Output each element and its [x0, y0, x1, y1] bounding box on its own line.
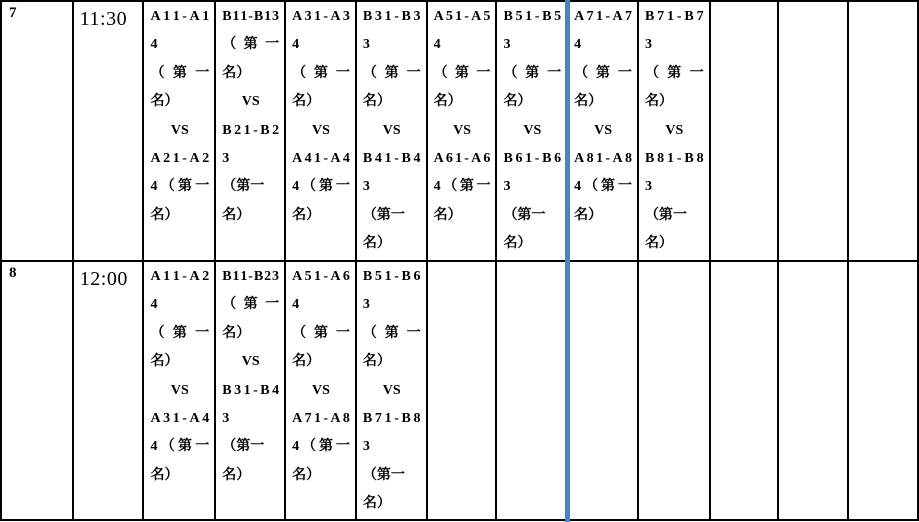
match-text-line: 名） — [222, 65, 251, 81]
match-text-line: （ 第 一 — [503, 65, 562, 81]
match-text-line: 3 — [503, 37, 511, 53]
match-text-line: 3 — [362, 37, 370, 53]
match-text-line: 名） — [292, 94, 321, 110]
match-text-line: （ 第 一 — [150, 325, 210, 341]
match-text-line: B 5 1 - B 6 — [362, 269, 421, 284]
match-text-line: 名） — [362, 236, 391, 252]
schedule-row — [1, 261, 918, 520]
match-text-line: 名） — [574, 94, 603, 110]
match-text-line: VS — [241, 94, 260, 110]
match-text-line: VS — [312, 122, 330, 138]
match-text-line: （第一 — [503, 207, 546, 223]
match-text-line: 3 — [362, 179, 370, 195]
match-text-line: 4 — [433, 37, 441, 53]
match-text-line: A 3 1 - A 3 — [292, 9, 350, 24]
match-text-line: 4 （ 第 一 — [150, 179, 210, 195]
match-text-line: A 5 1 - A 5 — [433, 9, 491, 24]
match-text-line: 名） — [362, 94, 391, 110]
match-text-line: 4 （ 第 一 — [150, 439, 210, 455]
empty-cell[interactable] — [778, 1, 848, 261]
match-text-line: A 1 1 - A 2 — [150, 269, 210, 284]
match-text-line: （第一 — [222, 179, 265, 195]
match-cell[interactable] — [356, 1, 427, 261]
match-text-line: （第一 — [362, 467, 405, 483]
match-text-line: B 2 1 - B 2 — [222, 122, 280, 138]
match-text-line: B 5 1 - B 5 — [503, 9, 562, 24]
match-text-line: VS — [241, 354, 260, 370]
match-text-line: 3 — [644, 37, 652, 53]
match-cell[interactable] — [285, 1, 356, 261]
match-text-line: 名） — [292, 467, 321, 483]
match-text-line: B 8 1 - B 8 — [644, 150, 704, 166]
match-text-line: 名） — [574, 207, 603, 223]
match-text-line: （ 第 一 — [292, 65, 350, 81]
match-cell[interactable] — [638, 1, 710, 261]
match-text-line: 名） — [150, 354, 179, 370]
match-text-line: 3 — [644, 179, 652, 195]
match-text-line: A 5 1 - A 6 — [292, 269, 350, 284]
match-text-line: 3 — [503, 179, 511, 195]
empty-cell[interactable] — [710, 1, 779, 261]
match-text-line: 名） — [503, 94, 532, 110]
match-text-line: （ 第 一 — [362, 325, 421, 341]
match-cell[interactable] — [496, 1, 567, 261]
match-text-line: VS — [312, 382, 330, 398]
match-cell[interactable] — [285, 261, 356, 520]
match-text-line: （第一 — [644, 207, 687, 223]
match-text-line: VS — [170, 122, 189, 138]
match-text-line: （ 第 一 — [150, 65, 210, 81]
match-text-line: A 3 1 - A 4 — [150, 410, 210, 426]
match-text-line: B 3 1 - B 4 — [222, 382, 280, 398]
match-text-line: （ 第 一 — [433, 65, 491, 81]
match-text-line: 名） — [292, 207, 321, 223]
match-text-line: B 7 1 - B 8 — [362, 410, 421, 426]
match-text-line: 3 — [362, 439, 370, 455]
match-cell[interactable] — [215, 261, 285, 520]
match-text-line: VS — [382, 382, 401, 398]
match-text-line: （ 第 一 — [222, 297, 280, 313]
match-text-line: A 7 1 - A 8 — [292, 410, 350, 426]
match-text-line: 4 — [150, 37, 158, 53]
match-text-line: 名） — [222, 207, 251, 223]
row-number-cell[interactable]: 7 — [1, 1, 73, 261]
match-text-line: VS — [665, 122, 684, 138]
match-text-line: 名） — [150, 207, 179, 223]
match-cell[interactable] — [356, 261, 427, 520]
match-text-line: 4 — [574, 37, 582, 53]
empty-cell[interactable] — [710, 261, 779, 520]
match-text-line: B 1 1 - B 1 3 — [222, 9, 280, 24]
match-text-line: 4 （ 第 一 — [292, 439, 350, 455]
match-text-line: （第一 — [222, 439, 265, 455]
match-text-line: B 4 1 - B 4 — [362, 150, 421, 166]
match-text-line: B 7 1 - B 7 — [644, 9, 704, 24]
match-text-line: A 4 1 - A 4 — [292, 150, 350, 166]
match-text-line: A 8 1 - A 8 — [574, 150, 632, 166]
match-text-line: A 7 1 - A 7 — [574, 9, 632, 24]
empty-cell[interactable] — [638, 261, 710, 520]
match-text-line: 名） — [503, 236, 532, 252]
match-text-line: 4 — [292, 37, 300, 53]
match-text-line: A 6 1 - A 6 — [433, 150, 491, 166]
match-text-line: 4 （ 第 一 — [574, 179, 632, 195]
match-text-line: A 1 1 - A 1 — [150, 9, 210, 24]
match-cell[interactable] — [143, 1, 215, 261]
match-text-line: VS — [523, 122, 542, 138]
match-text-line: VS — [170, 382, 189, 398]
match-text-line: （ 第 一 — [644, 65, 704, 81]
match-text-line: VS — [594, 122, 612, 138]
match-cell[interactable] — [143, 261, 215, 520]
match-text-line: 名） — [433, 94, 462, 110]
match-text-line: 名） — [150, 94, 179, 110]
empty-cell[interactable] — [778, 261, 848, 520]
match-text-line: VS — [382, 122, 401, 138]
match-text-line: A 2 1 - A 2 — [150, 150, 210, 166]
match-text-line: 名） — [362, 496, 391, 512]
match-text-line: （ 第 一 — [574, 65, 632, 81]
match-text-line: B 1 1 - B 2 3 — [222, 269, 280, 284]
empty-cell[interactable] — [848, 261, 918, 520]
match-text-line: VS — [453, 122, 471, 138]
match-text-line: （ 第 一 — [292, 325, 350, 341]
empty-cell[interactable] — [567, 261, 638, 520]
empty-cell[interactable] — [427, 261, 497, 520]
match-text-line: 名） — [222, 325, 251, 341]
match-text-line: 3 — [222, 410, 230, 426]
row-number-cell[interactable]: 8 — [1, 261, 73, 520]
match-text-line: 名） — [433, 207, 462, 223]
match-cell[interactable] — [215, 1, 285, 261]
match-text-line: 名） — [362, 354, 391, 370]
page-divider-line — [565, 0, 570, 522]
schedule-rows — [1, 1, 918, 520]
empty-cell[interactable] — [496, 261, 567, 520]
match-text-line: 名） — [644, 236, 673, 252]
match-text-line: 3 — [222, 150, 230, 166]
match-text-line: 名） — [292, 354, 321, 370]
match-text-line: 名） — [222, 467, 251, 483]
match-text-line: （ 第 一 — [362, 65, 421, 81]
match-cell[interactable] — [427, 1, 497, 261]
match-text-line: 4 — [150, 297, 158, 313]
match-text-line: 名） — [150, 467, 179, 483]
match-text-line: B 3 1 - B 3 — [362, 9, 421, 24]
match-text-line: 4 （ 第 一 — [292, 179, 350, 195]
match-text-line: 4 — [292, 297, 300, 313]
match-text-line: （第一 — [362, 207, 405, 223]
time-cell[interactable]: 12:00 — [73, 261, 144, 520]
match-cell[interactable] — [567, 1, 638, 261]
match-text-line: 4 （ 第 一 — [433, 179, 491, 195]
empty-cell[interactable] — [848, 1, 918, 261]
match-text-line: （ 第 一 — [222, 37, 280, 53]
schedule-row — [1, 1, 918, 261]
time-cell[interactable]: 11:30 — [73, 1, 144, 261]
match-text-line: B 6 1 - B 6 — [503, 150, 562, 166]
match-text-line: 3 — [362, 297, 370, 313]
match-text-line: 名） — [644, 94, 673, 110]
